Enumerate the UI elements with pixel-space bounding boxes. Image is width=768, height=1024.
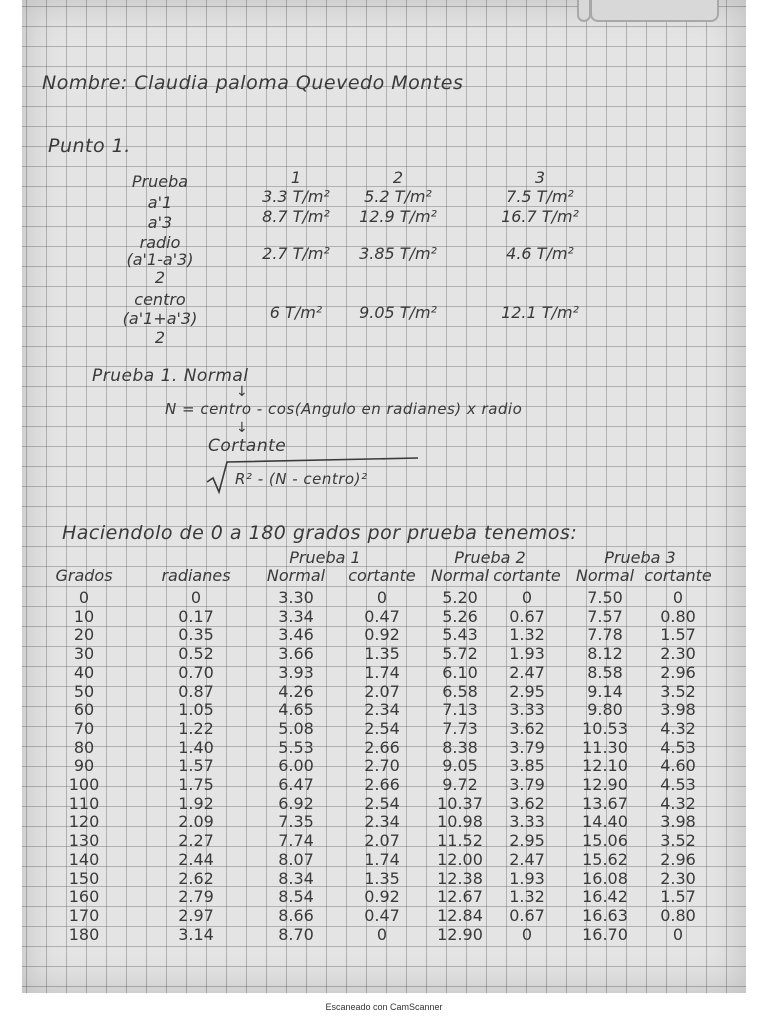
table-cell: 0.70: [178, 662, 214, 682]
table-cell: 5.26: [442, 606, 478, 626]
column-header-normal: Normal: [266, 566, 326, 585]
summary-value: 12.9 T/m²: [359, 207, 437, 226]
table-cell: 1.57: [660, 887, 696, 907]
table-cell: 1.32: [509, 625, 545, 645]
table-cell: 9.80: [587, 700, 623, 720]
table-cell: 3.33: [509, 812, 545, 832]
column-header-normal: Normal: [575, 566, 635, 585]
table-cell: 8.54: [278, 887, 314, 907]
table-cell: 4.65: [278, 700, 314, 720]
table-cell: 2.95: [509, 681, 545, 701]
table-cell: 0.92: [364, 887, 400, 907]
table-cell: 6.10: [442, 662, 478, 682]
table-cell: 7.13: [442, 700, 478, 720]
table-cell: 2.44: [178, 849, 214, 869]
table-cell: 6.92: [278, 793, 314, 813]
row-degrees: 100: [68, 775, 100, 794]
row-degrees: 10: [73, 606, 95, 626]
table-cell: 7.73: [442, 718, 478, 738]
table-cell: 3.79: [509, 775, 545, 794]
table-cell: 0.92: [364, 625, 400, 645]
table-cell: 8.70: [278, 924, 314, 944]
table-cell: 7.74: [278, 831, 314, 851]
arrow-down: ↓: [236, 384, 248, 400]
row-degrees: 60: [73, 700, 95, 720]
table-cell: 12.38: [437, 868, 483, 888]
table-cell: 1.05: [178, 700, 214, 720]
table-cell: 10.53: [582, 718, 628, 738]
table-cell: 2.34: [364, 700, 400, 720]
table-cell: 3.14: [178, 924, 214, 944]
table-cell: 3.98: [660, 700, 696, 720]
summary-value: 3.85 T/m²: [359, 244, 437, 263]
row-degrees: 80: [73, 737, 95, 757]
table-cell: 4.32: [660, 793, 696, 813]
table-cell: 1.35: [364, 868, 400, 888]
table-cell: 0.80: [660, 905, 696, 925]
table-cell: 16.70: [582, 924, 628, 944]
table-cell: 1.32: [509, 887, 545, 907]
table-cell: 11.30: [582, 737, 628, 757]
table-cell: 9.05: [442, 756, 478, 776]
table-cell: 0.35: [178, 625, 214, 645]
table-cell: 1.74: [364, 662, 400, 682]
table-cell: 1.93: [509, 868, 545, 888]
row-degrees: 50: [73, 681, 95, 701]
table-cell: 0.67: [509, 606, 545, 626]
table-cell: 8.34: [278, 868, 314, 888]
arrow-down: ↓: [236, 420, 248, 436]
column-header-cortante: cortante: [348, 566, 416, 585]
table-cell: 6.47: [278, 775, 314, 794]
row-degrees: 20: [73, 625, 95, 645]
table-cell: 0: [521, 588, 533, 607]
table-cell: 6.00: [278, 756, 314, 776]
table-cell: 13.67: [582, 793, 628, 813]
table-cell: 3.98: [660, 812, 696, 832]
table-cell: 1.22: [178, 718, 214, 738]
prueba1-heading: Prueba 1. Normal: [92, 366, 249, 386]
table-cell: 0.47: [364, 905, 400, 925]
table-cell: 3.62: [509, 718, 545, 738]
table-cell: 0: [672, 588, 684, 607]
table-cell: 16.08: [582, 868, 628, 888]
summary-value: 9.05 T/m²: [359, 303, 437, 322]
table-cell: 12.90: [437, 924, 483, 944]
table-cell: 4.60: [660, 756, 696, 776]
table-cell: 0.67: [509, 905, 545, 925]
table-cell: 5.08: [278, 718, 314, 738]
table-cell: 12.67: [437, 887, 483, 907]
table-cell: 12.84: [437, 905, 483, 925]
table-cell: 15.62: [582, 849, 628, 869]
normal-formula: N = centro - cos(Angulo en radianes) x radio: [165, 400, 523, 418]
summary-value: 7.5 T/m²: [506, 187, 574, 206]
row-degrees: 170: [68, 905, 100, 925]
table-cell: 4.53: [660, 737, 696, 757]
summary-row-label: 2: [154, 268, 166, 287]
table-cell: 2.07: [364, 681, 400, 701]
table-cell: 2.96: [660, 662, 696, 682]
table-cell: 7.78: [587, 625, 623, 645]
table-cell: 10.37: [437, 793, 483, 813]
table-cell: 5.43: [442, 625, 478, 645]
table-cell: 8.66: [278, 905, 314, 925]
table-cell: 12.10: [582, 756, 628, 776]
table-cell: 7.57: [587, 606, 623, 626]
table-cell: 3.30: [278, 588, 314, 607]
row-degrees: 160: [68, 887, 100, 907]
row-degrees: 150: [68, 868, 100, 888]
table-cell: 4.32: [660, 718, 696, 738]
table-cell: 2.07: [364, 831, 400, 851]
table-cell: 0: [376, 588, 388, 607]
table-cell: 8.58: [587, 662, 623, 682]
table-cell: 0.47: [364, 606, 400, 626]
row-degrees: 180: [68, 924, 100, 944]
summary-row-label: (a'1+a'3): [122, 309, 198, 328]
page-tab: [577, 0, 591, 22]
cortante-label: Cortante: [208, 436, 287, 456]
table-cell: 9.72: [442, 775, 478, 794]
table-cell: 2.70: [364, 756, 400, 776]
table-cell: 2.95: [509, 831, 545, 851]
table-cell: 2.27: [178, 831, 214, 851]
summary-header-3: 3: [534, 168, 546, 187]
summary-row-label: (a'1-a'3): [126, 250, 194, 269]
cortante-formula: R² - (N - centro)²: [235, 470, 368, 488]
scanner-footer: Escaneado con CamScanner: [325, 1002, 443, 1012]
column-header-grados: Grados: [55, 566, 113, 585]
table-cell: 3.93: [278, 662, 314, 682]
table-cell: 3.34: [278, 606, 314, 626]
table-cell: 7.35: [278, 812, 314, 832]
table-cell: 2.09: [178, 812, 214, 832]
summary-row-label: a'3: [147, 213, 173, 232]
summary-header-2: 2: [392, 168, 404, 187]
table-cell: 16.42: [582, 887, 628, 907]
table-cell: 2.30: [660, 868, 696, 888]
table-cell: 2.54: [364, 718, 400, 738]
table-cell: 12.00: [437, 849, 483, 869]
table-cell: 15.06: [582, 831, 628, 851]
table-cell: 0.80: [660, 606, 696, 626]
summary-value: 4.6 T/m²: [506, 244, 574, 263]
table-cell: 1.92: [178, 793, 214, 813]
table-cell: 2.30: [660, 644, 696, 664]
table-cell: 11.52: [437, 831, 483, 851]
table-cell: 2.62: [178, 868, 214, 888]
column-header-normal: Normal: [430, 566, 490, 585]
table-cell: 8.38: [442, 737, 478, 757]
table-cell: 2.96: [660, 849, 696, 869]
table-cell: 5.53: [278, 737, 314, 757]
table-cell: 2.66: [364, 775, 400, 794]
table-cell: 3.62: [509, 793, 545, 813]
row-degrees: 30: [73, 644, 95, 664]
table-cell: 1.57: [660, 625, 696, 645]
summary-value: 5.2 T/m²: [364, 187, 432, 206]
column-header-cortante: cortante: [644, 566, 712, 585]
table-cell: 4.26: [278, 681, 314, 701]
group-header-1: Prueba 1: [289, 548, 361, 567]
table-cell: 3.79: [509, 737, 545, 757]
summary-value: 8.7 T/m²: [262, 207, 330, 226]
table-cell: 5.72: [442, 644, 478, 664]
table-cell: 2.34: [364, 812, 400, 832]
row-degrees: 70: [73, 718, 95, 738]
table-cell: 0.87: [178, 681, 214, 701]
table-cell: 6.58: [442, 681, 478, 701]
table-cell: 3.33: [509, 700, 545, 720]
row-degrees: 110: [68, 793, 100, 813]
row-degrees: 140: [68, 849, 100, 869]
group-header-3: Prueba 3: [604, 548, 676, 567]
table-cell: 3.85: [509, 756, 545, 776]
table-cell: 3.52: [660, 831, 696, 851]
table-cell: 3.66: [278, 644, 314, 664]
row-degrees: 130: [68, 831, 100, 851]
summary-value: 3.3 T/m²: [262, 187, 330, 206]
table-cell: 2.66: [364, 737, 400, 757]
table-cell: 16.63: [582, 905, 628, 925]
table-cell: 1.35: [364, 644, 400, 664]
table-cell: 2.97: [178, 905, 214, 925]
section-title: Punto 1.: [48, 135, 131, 157]
column-header-cortante: cortante: [493, 566, 561, 585]
summary-row-label: radio: [139, 233, 181, 252]
table-cell: 12.90: [582, 775, 628, 794]
table-cell: 8.07: [278, 849, 314, 869]
table-cell: 8.12: [587, 644, 623, 664]
table-cell: 3.52: [660, 681, 696, 701]
table-cell: 1.75: [178, 775, 214, 794]
table-cell: 14.40: [582, 812, 628, 832]
table-cell: 0.17: [178, 606, 214, 626]
table-intro: Haciendolo de 0 a 180 grados por prueba tenemos:: [62, 522, 578, 544]
summary-value: 2.7 T/m²: [262, 244, 330, 263]
summary-header-1: 1: [290, 168, 302, 187]
table-cell: 1.57: [178, 756, 214, 776]
table-cell: 1.40: [178, 737, 214, 757]
table-cell: 10.98: [437, 812, 483, 832]
table-cell: 0.52: [178, 644, 214, 664]
table-cell: 0: [376, 924, 388, 944]
page-tab: [590, 0, 719, 22]
row-degrees: 40: [73, 662, 95, 682]
summary-value: 16.7 T/m²: [501, 207, 579, 226]
summary-row-label: 2: [154, 328, 166, 347]
table-cell: 1.93: [509, 644, 545, 664]
table-cell: 1.74: [364, 849, 400, 869]
table-cell: 4.53: [660, 775, 696, 794]
student-name: Nombre: Claudia paloma Quevedo Montes: [42, 72, 464, 94]
summary-value: 6 T/m²: [269, 303, 323, 322]
column-header-radianes: radianes: [161, 566, 231, 585]
row-degrees: 0: [78, 588, 90, 607]
group-header-2: Prueba 2: [454, 548, 526, 567]
table-cell: 0: [190, 588, 202, 607]
table-cell: 2.47: [509, 849, 545, 869]
summary-row-label: centro: [134, 290, 186, 309]
table-cell: 0: [672, 924, 684, 944]
table-cell: 2.54: [364, 793, 400, 813]
summary-value: 12.1 T/m²: [501, 303, 579, 322]
table-cell: 2.79: [178, 887, 214, 907]
table-cell: 5.20: [442, 588, 478, 607]
summary-row-label: a'1: [147, 193, 173, 212]
table-cell: 2.47: [509, 662, 545, 682]
table-cell: 0: [521, 924, 533, 944]
table-cell: 9.14: [587, 681, 623, 701]
table-cell: 7.50: [587, 588, 623, 607]
summary-header-prueba: Prueba: [131, 172, 189, 191]
row-degrees: 120: [68, 812, 100, 832]
table-cell: 3.46: [278, 625, 314, 645]
row-degrees: 90: [73, 756, 95, 776]
